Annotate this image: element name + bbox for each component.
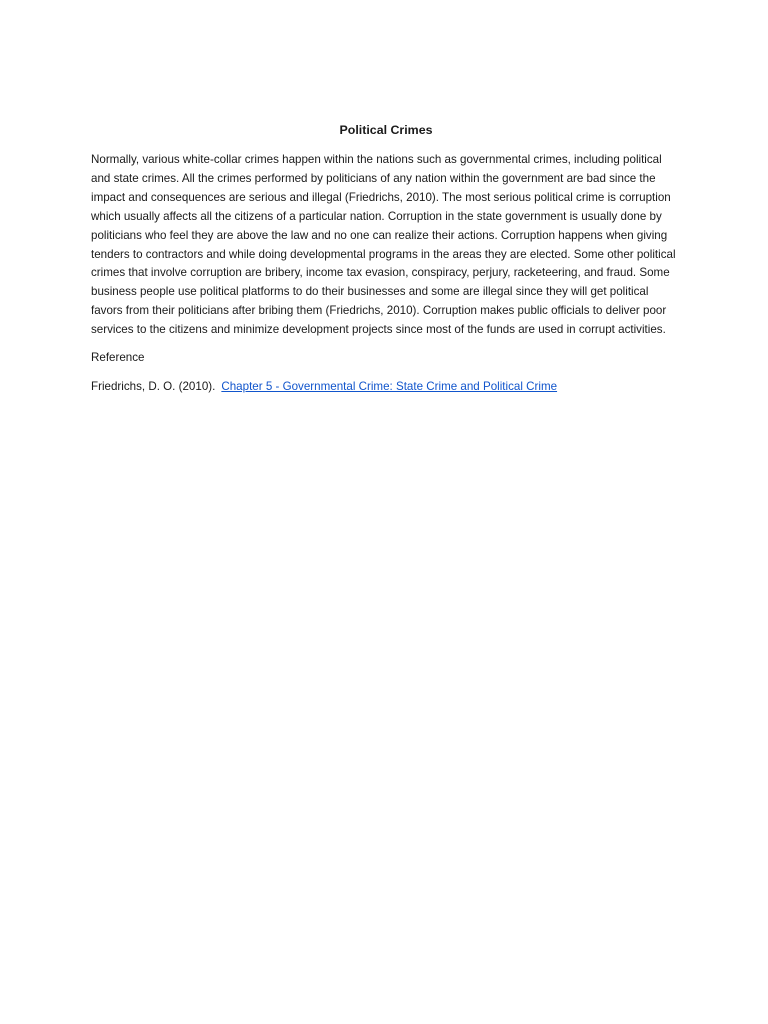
- reference-entry: [91, 378, 681, 397]
- reference-heading: Reference: [91, 351, 145, 365]
- body-paragraph: Normally, various white-collar crimes happen within the nations such as governmental crimes, including political and state crimes. All the crimes performed by politicians of any nation within the government are bad since the impact and consequences are serious and illegal (Friedrichs, 2010). The most serious political crime is corruption which usually affects all the citizens of a particular nation. Corruption in the state government is usually done by politicians who feel they are above the law and no one can realize their actions. Corruption happens when giving tenders to contractors and while doing developmental programs in the areas they are elected. Some other political crimes that involve corruption are bribery, income tax evasion, conspiracy, perjury, racketeering, and fraud. Some business people use political platforms to do their businesses and some are illegal since they will get political favors from their politicians after bribing them (Friedrichs, 2010). Corruption makes public officials to deliver poor services to the citizens and minimize development projects since most of the funds are used in corrupt activities.: [91, 153, 676, 337]
- reference-author: Friedrichs, D. O. (2010).: [91, 379, 216, 393]
- document-content: [91, 121, 681, 397]
- reference-link[interactable]: Chapter 5 - Governmental Crime: State Crime and Political Crime: [221, 379, 558, 393]
- document-title: Political Crimes: [339, 123, 433, 137]
